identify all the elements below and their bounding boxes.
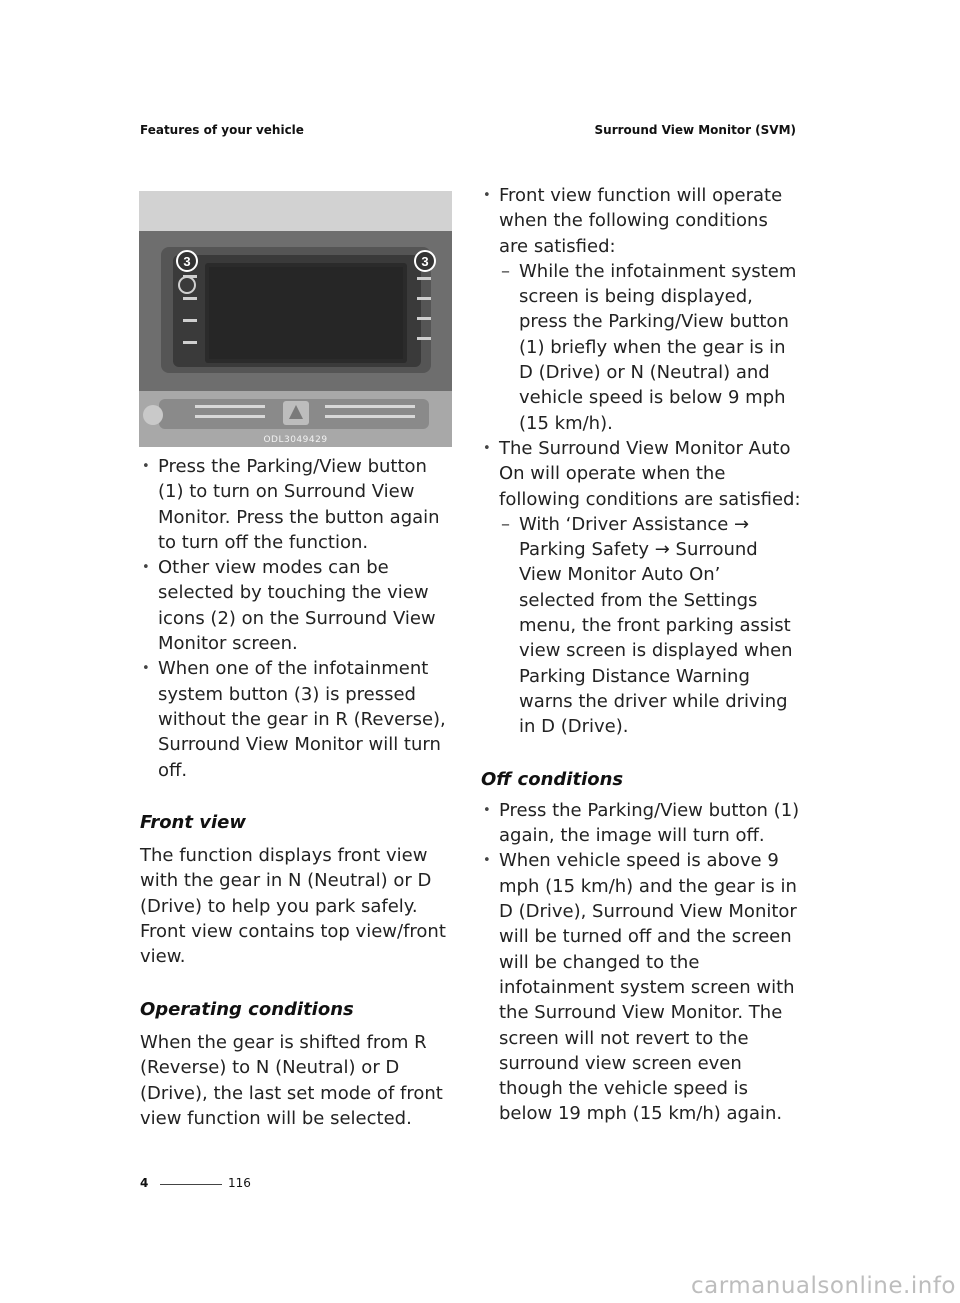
operating-conditions-heading: Operating conditions <box>140 998 354 1020</box>
list-item <box>481 183 801 436</box>
right-column <box>481 183 801 1127</box>
sub-list <box>499 512 801 740</box>
sub-list <box>499 259 801 436</box>
auto-on-text: The Surround View Monitor Auto On will operate when the following conditions are satisfied: <box>499 437 801 510</box>
list-item: • Press the Parking/View button (1) to turn on Surround View Monitor. Press the button again to turn off the function. <box>140 454 458 555</box>
figure-code: ODL3049429 <box>263 435 328 445</box>
off-conditions-bullets <box>481 798 801 1127</box>
infotainment-unit-illustration <box>139 191 452 447</box>
off-conditions-heading: Off conditions <box>481 768 624 790</box>
list-item: • Press the Parking/View button (1) again, the image will turn off. <box>481 798 801 849</box>
intro-bullets <box>140 454 458 783</box>
running-header-right: Surround View Monitor (SVM) <box>594 123 796 137</box>
watermark: carmanualsonline.info <box>690 1273 956 1299</box>
list-item: • When vehicle speed is above 9 mph (15 km/h) and the gear is in D (Drive), Surround View Monitor will be turned off and the screen will be changed to the infotainment system screen with the Surround View Monitor. The screen will not revert to the surround view screen even though the vehicle speed is below 19 mph (15 km/h) again. <box>481 848 801 1126</box>
page-number: 116 <box>228 1176 251 1190</box>
sub-list-item: – With ‘Driver Assistance → Parking Safety → Surround View Monitor Auto On’ selected from the Settings menu, the front parking assist view screen is displayed when Parking Distance Warning warns the driver while driving in D (Drive). <box>499 512 801 740</box>
list-item: • When one of the infotainment system button (3) is pressed without the gear in R (Reverse), Surround View Monitor will turn off. <box>140 656 458 782</box>
on-conditions-bullets <box>481 183 801 740</box>
callout-3-left: 3 <box>183 254 191 269</box>
left-column <box>140 454 458 1131</box>
page-section-number: 4 <box>140 1176 149 1190</box>
running-header-left: Features of your vehicle <box>140 123 304 137</box>
front-view-text: The function displays front view with the gear in N (Neutral) or D (Drive) to help you park safely. Front view contains top view/front view. <box>140 845 446 968</box>
callout-3-right: 3 <box>421 254 429 269</box>
footer-divider <box>160 1184 222 1185</box>
front-view-heading: Front view <box>140 811 246 833</box>
front-view-operate-text: Front view function will operate when the following conditions are satisfied: <box>499 185 783 257</box>
list-item <box>481 436 801 740</box>
list-item: • Other view modes can be selected by touching the view icons (2) on the Surround View Monitor screen. <box>140 555 458 656</box>
sub-list-item: – While the infotainment system screen is being displayed, press the Parking/View button (1) briefly when the gear is in D (Drive) or N (Neutral) and vehicle speed is below 9 mph (15 km/h). <box>499 259 801 436</box>
dashboard-figure <box>139 191 452 447</box>
operating-conditions-text: When the gear is shifted from R (Reverse) to N (Neutral) or D (Drive), the last set mode of front view function will be selected. <box>140 1031 443 1129</box>
